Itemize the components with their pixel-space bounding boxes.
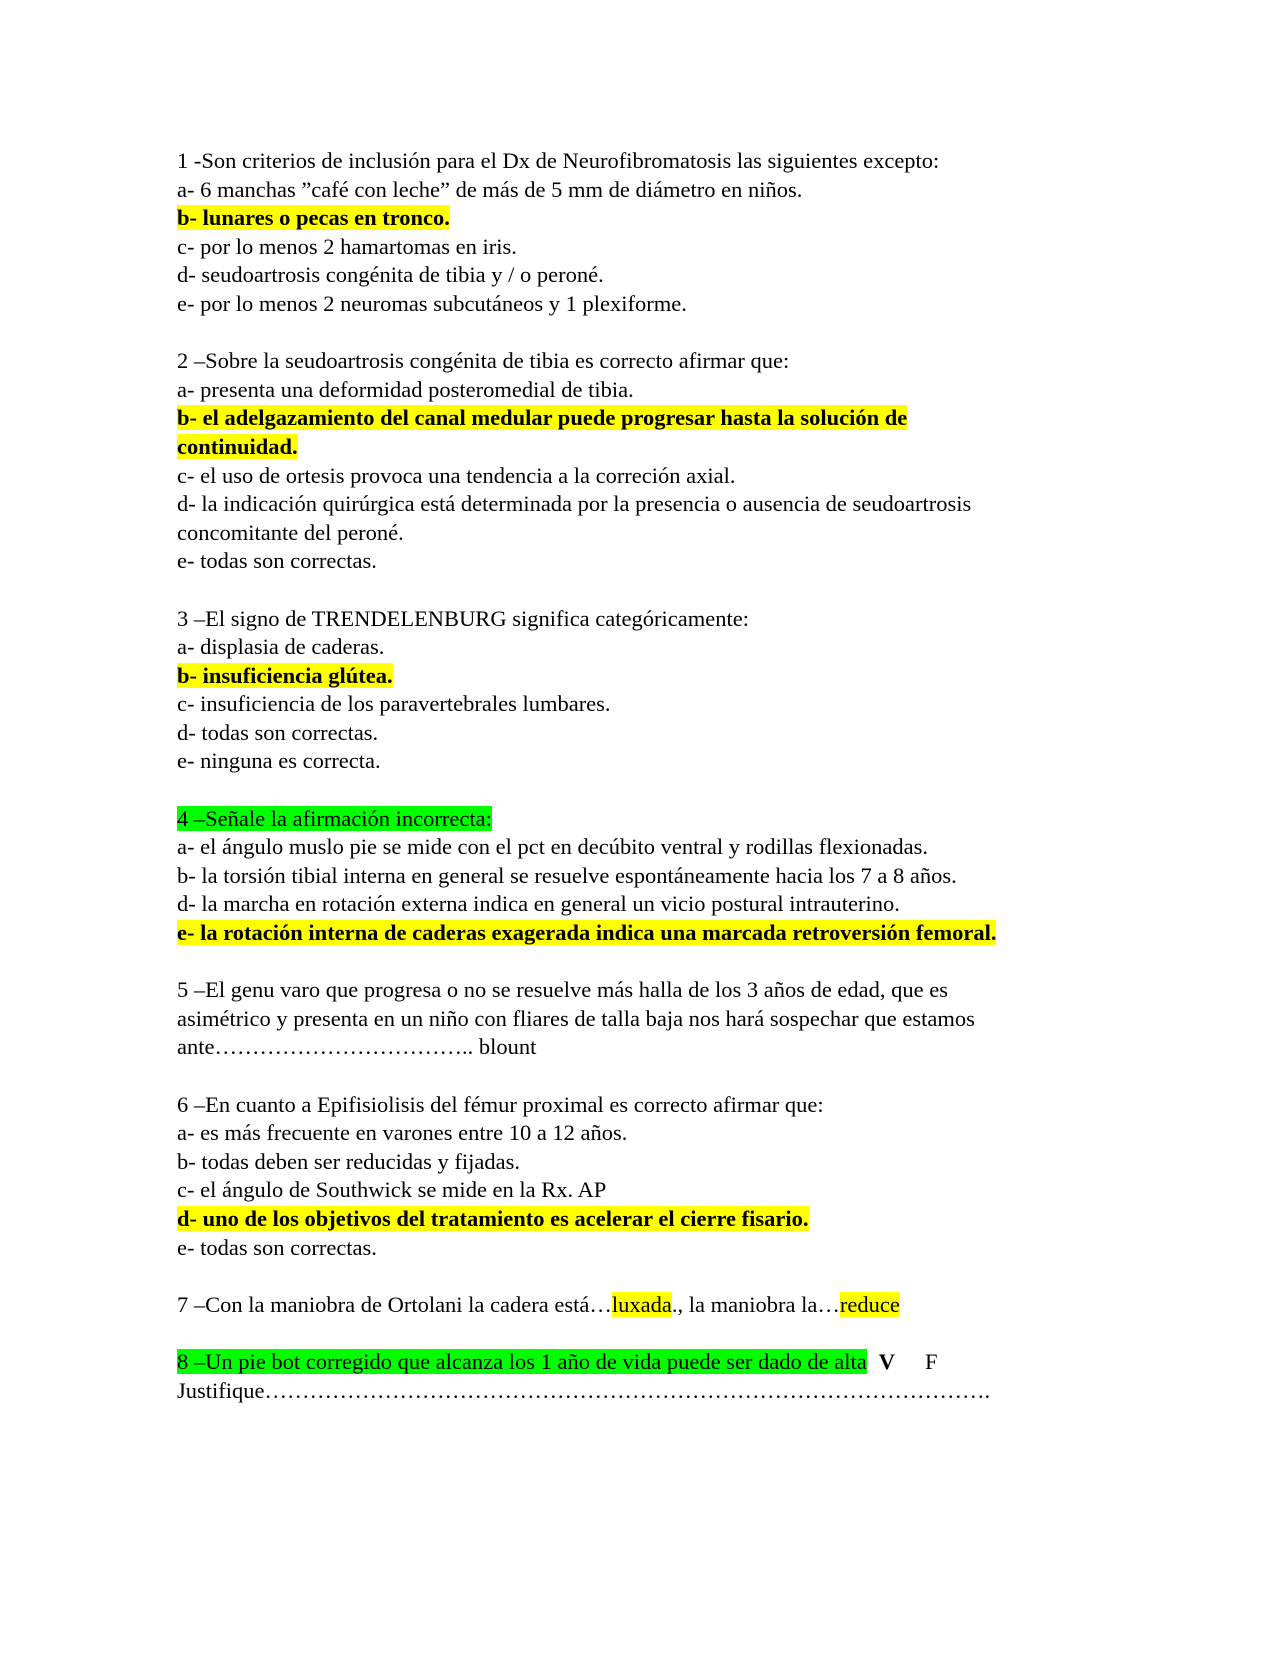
- option-c: c- por lo menos 2 hamartomas en iris.: [177, 233, 517, 259]
- justify-line: Justifique…………………………………………………………………………………….: [177, 1377, 991, 1403]
- option-b-answer: b- insuficiencia glútea.: [177, 662, 393, 688]
- option-b: b- todas deben ser reducidas y fijadas.: [177, 1148, 521, 1174]
- option-b-answer: b- lunares o pecas en tronco.: [177, 205, 450, 231]
- true-option: V: [878, 1348, 895, 1374]
- option-b-answer: b- el adelgazamiento del canal medular puede progresar hasta la solución de: [177, 405, 908, 431]
- option-a: a- presenta una deformidad posteromedial de tibia.: [177, 376, 634, 402]
- question-text-cont: asimétrico y presenta en un niño con fliares de talla baja nos hará sospechar que estamos: [177, 1005, 975, 1031]
- question-stem: 4 –Señale la afirmación incorrecta:: [177, 805, 492, 831]
- option-e: e- ninguna es correcta.: [177, 748, 381, 774]
- option-a: a- es más frecuente en varones entre 10 a 12 años.: [177, 1120, 628, 1146]
- option-b: b- la torsión tibial interna en general se resuelve espontáneamente hacia los 7 a 8 años.: [177, 862, 957, 888]
- answer-reduce: reduce: [839, 1291, 900, 1317]
- option-d-answer: d- uno de los objetivos del tratamiento es acelerar el cierre fisario.: [177, 1205, 809, 1231]
- option-b-answer-cont: continuidad.: [177, 433, 298, 459]
- question-stem: 2 –Sobre la seudoartrosis congénita de tibia es correcto afirmar que:: [177, 348, 790, 374]
- question-7: [177, 1291, 1097, 1320]
- option-c: c- insuficiencia de los paravertebrales lumbares.: [177, 691, 611, 717]
- question-6: [177, 1091, 1097, 1263]
- question-answer-line: ante…………………………….. blount: [177, 1034, 537, 1060]
- question-stem: 6 –En cuanto a Epifisiolisis del fémur proximal es correcto afirmar que:: [177, 1091, 824, 1117]
- option-e: e- todas son correctas.: [177, 1234, 377, 1260]
- question-8: [177, 1348, 1097, 1405]
- option-d: d- la marcha en rotación externa indica en general un vicio postural intrauterino.: [177, 891, 900, 917]
- question-2: [177, 347, 1097, 576]
- question-text: 5 –El genu varo que progresa o no se resuelve más halla de los 3 años de edad, que es: [177, 977, 949, 1003]
- option-e: e- por lo menos 2 neuromas subcutáneos y 1 plexiforme.: [177, 290, 687, 316]
- question-text: 7 –Con la maniobra de Ortolani la cadera está…: [177, 1291, 612, 1317]
- option-d-cont: concomitante del peroné.: [177, 519, 404, 545]
- question-1: [177, 147, 1097, 319]
- false-option: F: [925, 1348, 938, 1374]
- option-a: a- el ángulo muslo pie se mide con el pct en decúbito ventral y rodillas flexionadas.: [177, 834, 929, 860]
- option-a: a- 6 manchas ”café con leche” de más de 5 mm de diámetro en niños.: [177, 176, 803, 202]
- option-c: c- el uso de ortesis provoca una tendencia a la correción axial.: [177, 462, 736, 488]
- answer-luxada: luxada: [611, 1291, 672, 1317]
- option-d: d- la indicación quirúrgica está determinada por la presencia o ausencia de seudoartrosis: [177, 491, 972, 517]
- option-d: d- seudoartrosis congénita de tibia y / o peroné.: [177, 262, 604, 288]
- question-stem: 3 –El signo de TRENDELENBURG significa categóricamente:: [177, 605, 749, 631]
- question-3: [177, 605, 1097, 777]
- question-stem: 8 –Un pie bot corregido que alcanza los 1 año de vida puede ser dado de alta: [177, 1348, 867, 1374]
- question-4: [177, 805, 1097, 948]
- option-a: a- displasia de caderas.: [177, 634, 385, 660]
- option-e-answer: e- la rotación interna de caderas exagerada indica una marcada retroversión femoral.: [177, 920, 997, 946]
- option-c: c- el ángulo de Southwick se mide en la Rx. AP: [177, 1177, 607, 1203]
- question-text-cont: ., la maniobra la…: [671, 1291, 840, 1317]
- option-d: d- todas son correctas.: [177, 719, 379, 745]
- exam-document: [177, 147, 1097, 1405]
- question-stem: 1 -Son criterios de inclusión para el Dx de Neurofibromatosis las siguientes excepto:: [177, 148, 940, 173]
- question-5: [177, 976, 1097, 1062]
- option-e: e- todas son correctas.: [177, 548, 377, 574]
